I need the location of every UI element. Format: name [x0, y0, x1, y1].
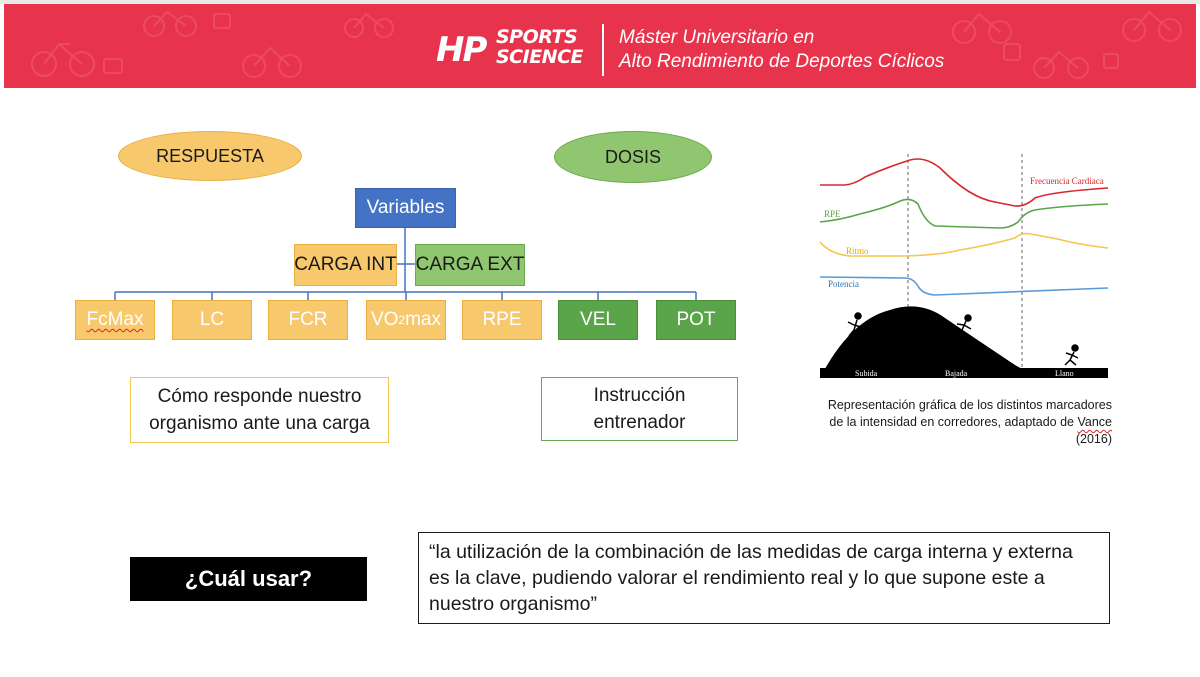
fcr-node: FCR	[268, 300, 348, 340]
figure-caption-line3: (2016)	[1075, 432, 1112, 446]
logo-hp-text: HP	[436, 30, 486, 70]
potencia-label: Potencia	[828, 279, 859, 289]
potencia-line	[820, 277, 1108, 295]
figure-caption-line2-text: de la intensidad en corredores, adaptado de	[829, 415, 1078, 429]
program-title-line1: Máster Universitario en	[619, 27, 815, 48]
rpe-line	[820, 199, 1108, 228]
figure-caption-line1: Representación gráfica de los distintos marcadores	[827, 398, 1112, 412]
respuesta-description-line1: Cómo responde nuestro	[157, 386, 362, 407]
subida-label: Subida	[855, 369, 878, 378]
terrain-profile	[820, 306, 1108, 378]
rpe-label: RPE	[824, 209, 841, 219]
vo2-prefix: VO	[370, 309, 399, 330]
dosis-description-line1: Instrucción	[593, 385, 686, 406]
pot-node: POT	[656, 300, 736, 340]
quote-box: “la utilización de la combinación de las medidas de carga interna y externa es la clave, pudiendo valorar el rendimiento real y lo que supone este a nuestro organismo”	[418, 532, 1110, 624]
fcmax-label: FcMax	[86, 309, 144, 330]
respuesta-description-line2: organismo ante una carga	[149, 413, 370, 434]
variables-node: Variables	[355, 188, 456, 228]
lc-node: LC	[172, 300, 252, 340]
dosis-description	[541, 377, 738, 441]
ritmo-label: Ritmo	[846, 246, 869, 256]
intensity-markers-figure	[810, 150, 1115, 382]
fcmax-node	[75, 300, 155, 340]
vel-node: VEL	[558, 300, 638, 340]
carga-int-node: CARGA INT	[294, 244, 397, 286]
dosis-oval: DOSIS	[554, 131, 712, 183]
respuesta-description	[130, 377, 389, 443]
respuesta-oval: RESPUESTA	[118, 131, 302, 181]
bajada-label: Bajada	[945, 369, 968, 378]
figure-caption	[795, 397, 1112, 448]
runner-flat-icon	[1065, 345, 1078, 365]
frecuencia-cardiaca-label: Frecuencia Cardiaca	[1030, 176, 1104, 186]
logo-sports-text: SPORTS	[496, 26, 578, 48]
logo-science-text: SCIENCE	[496, 46, 584, 68]
dosis-description-line2: entrenador	[593, 412, 686, 433]
program-title-line2: Alto Rendimiento de Deportes Cíclicos	[619, 51, 945, 72]
rpe-node: RPE	[462, 300, 542, 340]
vo2-subscript: 2	[398, 313, 406, 327]
figure-caption-line2	[795, 414, 1112, 431]
figure-caption-author: Vance	[1077, 415, 1112, 429]
llano-label: Llano	[1055, 369, 1074, 378]
vo2max-node	[366, 300, 446, 340]
vo2-suffix: max	[405, 309, 442, 330]
question-box: ¿Cuál usar?	[130, 557, 367, 601]
carga-ext-node: CARGA EXT	[415, 244, 525, 286]
